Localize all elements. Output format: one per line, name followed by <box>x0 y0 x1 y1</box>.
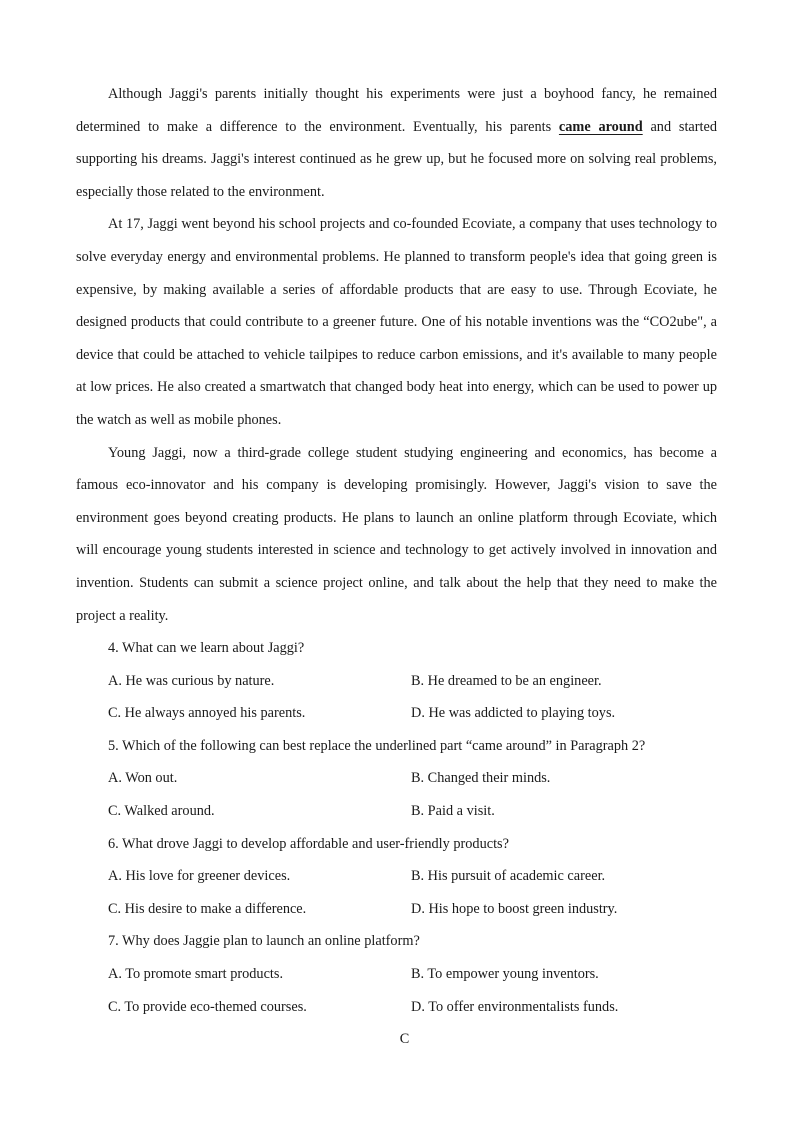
option-c: C. Walked around. <box>108 803 215 820</box>
option-a: A. He was curious by nature. <box>108 672 275 689</box>
passage-paragraph-2: At 17, Jaggi went beyond his school projects and co-founded Ecoviate, a company that uses technology to solve everyday energy and environmental problems. He planned to transform people's idea that going green is expensive, by making available a series of affordable products that are easy to use. Through Ecoviate, he designed products that could contribute to a greener future. One of his notable inventions was the “CO2ube", a device that could be attached to vehicle tailpipes to reduce carbon emissions, and it's available to many people at low prices. He also created a smartwatch that changed body heat into energy, which can be used to power up the watch as well as mobile phones. <box>76 216 717 428</box>
question-stem: 4. What can we learn about Jaggi? <box>108 640 305 657</box>
question-4 <box>76 632 717 730</box>
option-row <box>76 762 717 795</box>
worksheet-page <box>76 78 717 1056</box>
option-d: B. Paid a visit. <box>411 803 495 820</box>
option-b: B. He dreamed to be an engineer. <box>411 672 602 689</box>
option-b: B. His pursuit of academic career. <box>411 868 606 885</box>
option-a: A. To promote smart products. <box>108 966 284 983</box>
paragraph-1-text-after: and started supporting his dreams. Jaggi's interest continued as he grew up, but he focused more on solving real problems, especially those related to the environment. <box>76 118 717 200</box>
option-d: D. His hope to boost green industry. <box>411 900 618 917</box>
passage-paragraph-1 <box>76 78 717 208</box>
question-6 <box>76 828 717 926</box>
option-b: B. To empower young inventors. <box>411 966 599 983</box>
question-stem: 5. Which of the following can best replace the underlined part “came around” in Paragraph 2? <box>108 737 646 754</box>
option-row <box>76 795 717 828</box>
paragraph-1-text-before: Although Jaggi's parents initially thought his experiments were just a boyhood fancy, he remained determined to make a difference to the environment. Eventually, his parents <box>76 86 717 135</box>
option-c: C. To provide eco-themed courses. <box>108 998 307 1015</box>
underlined-phrase: came around <box>558 118 643 135</box>
option-row <box>76 958 717 991</box>
option-a: A. His love for greener devices. <box>108 868 291 885</box>
passage-paragraph-3: Young Jaggi, now a third-grade college student studying engineering and economics, has become a famous eco-innovator and his company is developing promisingly. However, Jaggi's vision to save the environment goes beyond creating products. He plans to launch an online platform through Ecoviate, which will encourage young students interested in science and technology to get actively involved in innovation and invention. Students can submit a science project online, and talk about the help that they need to make the project a reality. <box>76 444 717 624</box>
option-d: D. To offer environmentalists funds. <box>411 998 619 1015</box>
option-row <box>76 893 717 926</box>
section-heading: C <box>399 1031 410 1048</box>
option-row <box>76 697 717 730</box>
question-stem: 6. What drove Jaggi to develop affordable and user-friendly products? <box>108 835 509 852</box>
question-7 <box>76 925 717 1023</box>
option-c: C. He always annoyed his parents. <box>108 705 306 722</box>
option-row <box>76 991 717 1024</box>
option-d: D. He was addicted to playing toys. <box>411 705 616 722</box>
question-stem: 7. Why does Jaggie plan to launch an online platform? <box>108 933 420 950</box>
option-row <box>76 665 717 698</box>
option-b: B. Changed their minds. <box>411 770 551 787</box>
option-row <box>76 860 717 893</box>
question-5 <box>76 730 717 828</box>
option-a: A. Won out. <box>108 770 178 787</box>
option-c: C. His desire to make a difference. <box>108 900 307 917</box>
